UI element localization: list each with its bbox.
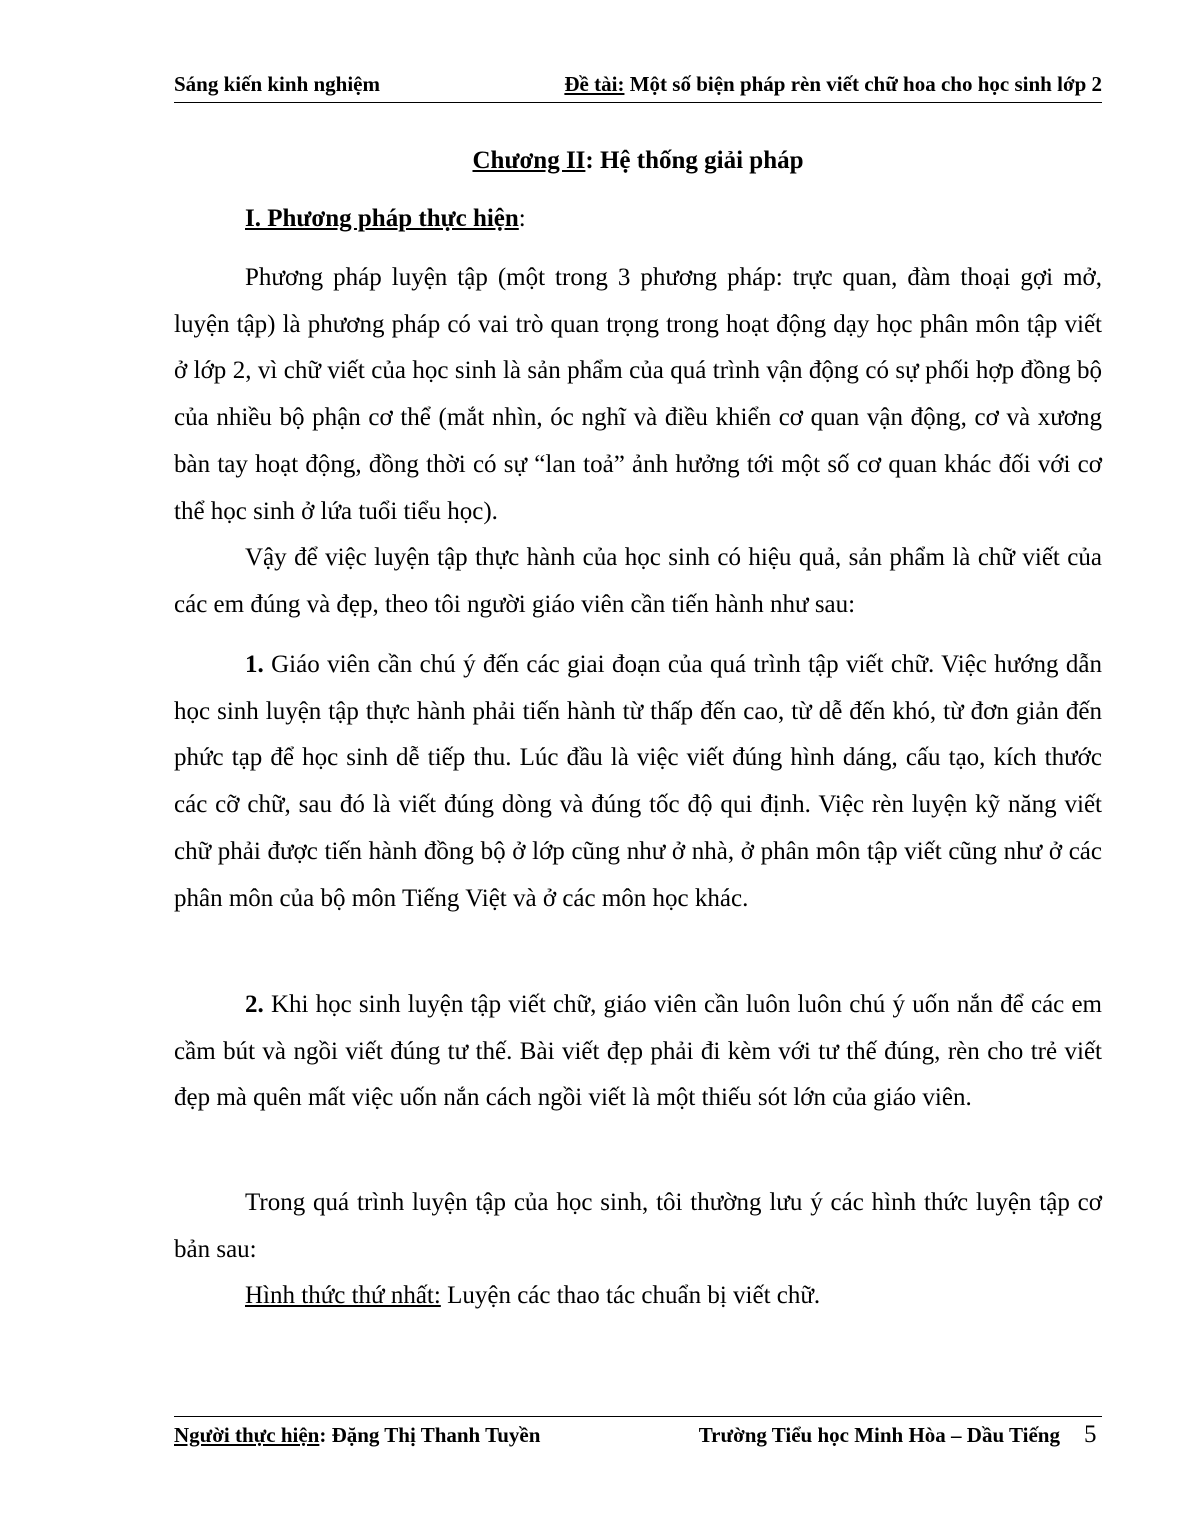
paragraph-4 [174, 982, 1102, 1122]
paragraph-block-4 [174, 1180, 1102, 1320]
chapter-title-text: : Hệ thống giải pháp [585, 147, 804, 174]
paragraph-3 [174, 642, 1102, 922]
section-title: I. Phương pháp thực hiện [245, 205, 519, 232]
paragraph-block-3 [174, 982, 1102, 1122]
paragraph-6 [174, 1273, 1102, 1320]
page-header [174, 70, 1102, 103]
header-topic-text: Một số biện pháp rèn viết chữ hoa cho học sinh lớp 2 [624, 72, 1102, 96]
paragraph-4-text: Khi học sinh luyện tập viết chữ, giáo viên cần luôn luôn chú ý uốn nắn để các em cầm bút và ngồi viết đúng tư thế. Bài viết đẹp phải đi kèm với tư thế đúng, rèn cho trẻ viết đẹp mà quên mất việc uốn nắn cách ngồi viết là một thiếu sót lớn của giáo viên. [174, 991, 1102, 1112]
header-topic [564, 70, 1102, 98]
footer-author-name: : Đặng Thị Thanh Tuyền [319, 1423, 541, 1447]
paragraph-block-2 [174, 642, 1102, 922]
paragraph-3-number: 1. [245, 651, 264, 678]
footer-author-label: Người thực hiện [174, 1423, 320, 1447]
page-footer [174, 1416, 1102, 1449]
paragraph-6-text: Luyện các thao tác chuẩn bị viết chữ. [440, 1282, 821, 1310]
paragraph-3-text: Giáo viên cần chú ý đến các giai đoạn của quá trình tập viết chữ. Việc hướng dẫn học sinh luyện tập thực hành phải tiến hành từ thấp đến cao, từ dễ đến khó, từ đơn giản đến phức tạp để học sinh dễ tiếp thu. Lúc đầu là việc viết đúng hình dáng, cấu tạo, kích thước các cỡ chữ, sau đó là viết đúng dòng và đúng tốc độ qui định. Việc rèn luyện kỹ năng viết chữ phải được tiến hành đồng bộ ở lớp cũng như ở nhà, ở phân môn tập viết cũng như ở các phân môn của bộ môn Tiếng Việt và ở các môn học khác. [174, 651, 1102, 912]
chapter-title [0, 144, 1190, 178]
chapter-label: Chương II [472, 147, 586, 174]
section-heading [245, 202, 526, 236]
paragraph-4-number: 2. [245, 991, 264, 1018]
footer-author [174, 1421, 540, 1449]
paragraph-1: Phương pháp luyện tập (một trong 3 phương pháp: trực quan, đàm thoại gợi mở, luyện tập) là phương pháp có vai trò quan trọng trong hoạt động dạy học phân môn tập viết ở lớp 2, vì chữ viết của học sinh là sản phẩm của quá trình vận động có sự phối hợp đồng bộ của nhiều bộ phận cơ thể (mắt nhìn, óc nghĩ và điều khiển cơ quan vận động, cơ và xương bàn tay hoạt động, đồng thời có sự “lan toả” ảnh hưởng tới một số cơ quan khác đối với cơ thể học sinh ở lứa tuổi tiểu học). [174, 264, 1102, 525]
page-number: 5 [1084, 1421, 1097, 1448]
paragraph-block-1 [174, 255, 1102, 629]
paragraph-2: Vậy để việc luyện tập thực hành của học sinh có hiệu quả, sản phẩm là chữ viết của các em đúng và đẹp, theo tôi người giáo viên cần tiến hành như sau: [174, 544, 1102, 618]
paragraph-6-label: Hình thức thứ nhất: [245, 1282, 441, 1310]
header-left: Sáng kiến kinh nghiệm [174, 72, 381, 96]
paragraph-5: Trong quá trình luyện tập của học sinh, tôi thường lưu ý các hình thức luyện tập cơ bản sau: [174, 1189, 1102, 1263]
footer-school: Trường Tiểu học Minh Hòa – Dầu Tiếng [698, 1423, 1060, 1447]
header-topic-label: Đề tài: [564, 72, 625, 96]
section-suffix: : [518, 205, 526, 232]
